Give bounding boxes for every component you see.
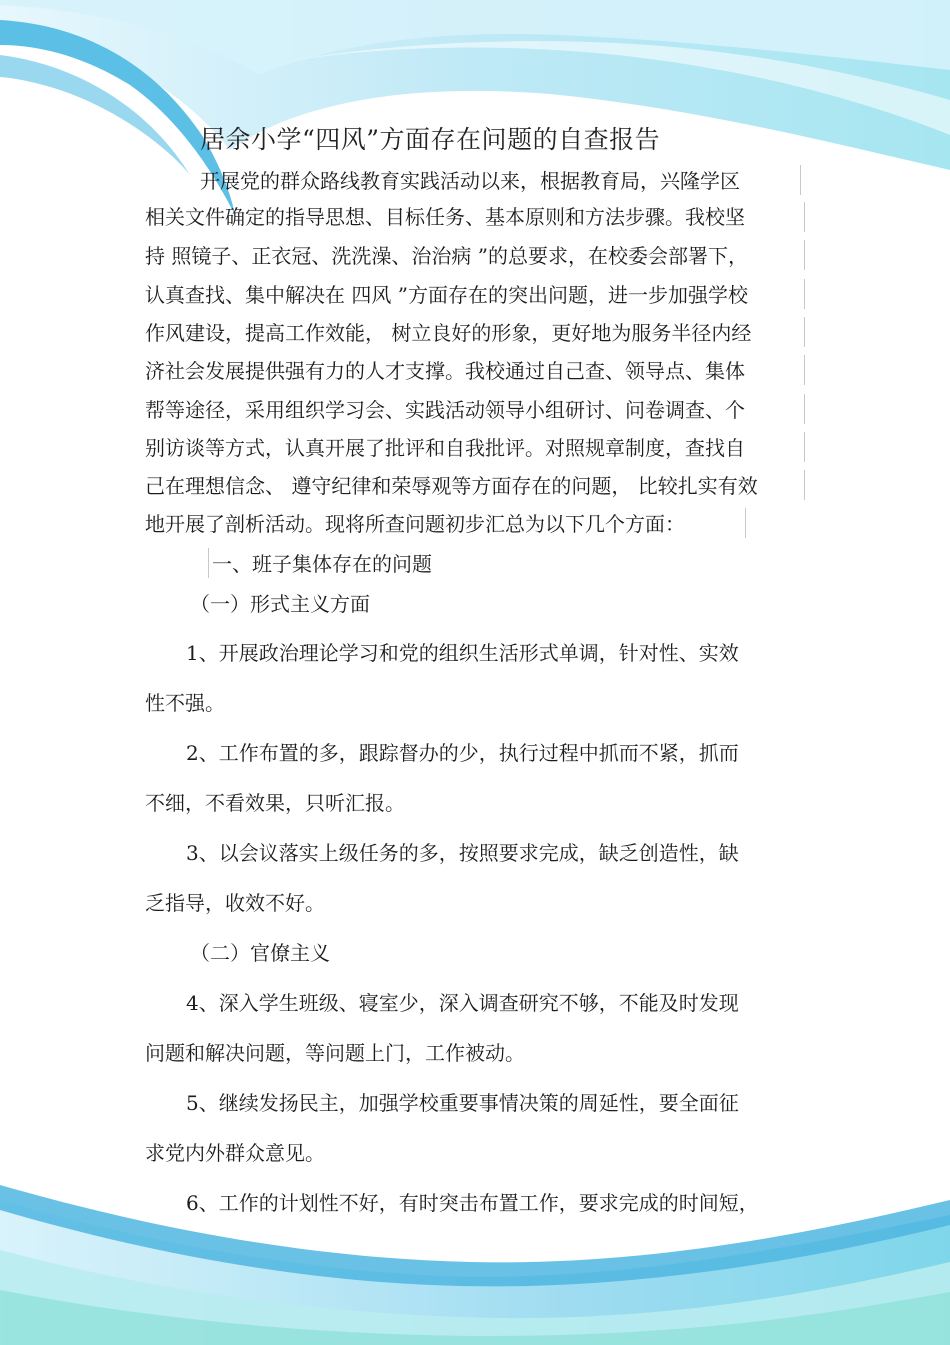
item-1-line-2: 性不强。 xyxy=(145,691,225,715)
left-rule-heading xyxy=(208,548,209,578)
item-6-line-1: 6、工作的计划性不好，有时突击布置工作，要求完成的时间短， xyxy=(186,1191,759,1215)
item-5-line-1: 5、继续发扬民主，加强学校重要事情决策的周延性，要全面征 xyxy=(186,1091,739,1115)
intro-line-8: 别访谈等方式，认真开展了批评和自我批评。对照规章制度，查找自 xyxy=(145,436,745,460)
right-rule-6 xyxy=(804,355,805,385)
right-rule-9 xyxy=(804,470,805,500)
intro-line-10: 地开展了剖析活动。现将所查问题初步汇总为以下几个方面： xyxy=(145,512,685,536)
document-title: 居余小学“四风”方面存在问题的自查报告 xyxy=(200,125,661,154)
intro-line-5: 作风建设，提高工作效能， 树立良好的形象，更好地为服务半径内经 xyxy=(145,321,752,345)
right-rule-4 xyxy=(804,279,805,309)
right-rule-8 xyxy=(804,432,805,462)
item-2-line-2: 不细，不看效果，只听汇报。 xyxy=(145,791,405,815)
right-rule-10 xyxy=(745,508,746,538)
subsection-heading-2: （二）官僚主义 xyxy=(190,941,330,965)
right-rule-2 xyxy=(804,202,805,232)
intro-line-2: 相关文件确定的指导思想、目标任务、基本原则和方法步骤。我校坚 xyxy=(145,205,745,229)
intro-line-4: 认真查找、集中解决在 四风 ”方面存在的突出问题，进一步加强学校 xyxy=(145,283,748,307)
item-5-line-2: 求党内外群众意见。 xyxy=(145,1141,325,1165)
right-rule-1 xyxy=(800,165,801,195)
intro-line-9: 己在理想信念、 遵守纪律和荣辱观等方面存在的问题， 比较扎实有效 xyxy=(145,474,758,498)
subsection-heading-1: （一）形式主义方面 xyxy=(190,592,370,616)
intro-line-6: 济社会发展提供强有力的人才支撑。我校通过自己查、领导点、集体 xyxy=(145,359,745,383)
item-4-line-2: 问题和解决问题，等问题上门，工作被动。 xyxy=(145,1041,525,1065)
intro-line-1: 开展党的群众路线教育实践活动以来，根据教育局，兴隆学区 xyxy=(200,169,740,193)
intro-line-7: 帮等途径，采用组织学习会、实践活动领导小组研讨、问卷调查、个 xyxy=(145,398,745,422)
intro-line-3: 持 照镜子、正衣冠、洗洗澡、治治病 ”的总要求，在校委会部署下， xyxy=(145,244,748,268)
item-1-line-1: 1、开展政治理论学习和党的组织生活形式单调，针对性、实效 xyxy=(186,641,739,665)
right-rule-3 xyxy=(804,240,805,270)
item-4-line-1: 4、深入学生班级、寝室少，深入调查研究不够，不能及时发现 xyxy=(186,991,739,1015)
section-heading: 一、班子集体存在的问题 xyxy=(212,552,432,576)
item-3-line-1: 3、以会议落实上级任务的多，按照要求完成，缺乏创造性，缺 xyxy=(186,841,739,865)
right-rule-5 xyxy=(804,317,805,347)
item-2-line-1: 2、工作布置的多，跟踪督办的少，执行过程中抓而不紧，抓而 xyxy=(186,741,739,765)
item-3-line-2: 乏指导，收效不好。 xyxy=(145,891,325,915)
right-rule-7 xyxy=(804,394,805,424)
